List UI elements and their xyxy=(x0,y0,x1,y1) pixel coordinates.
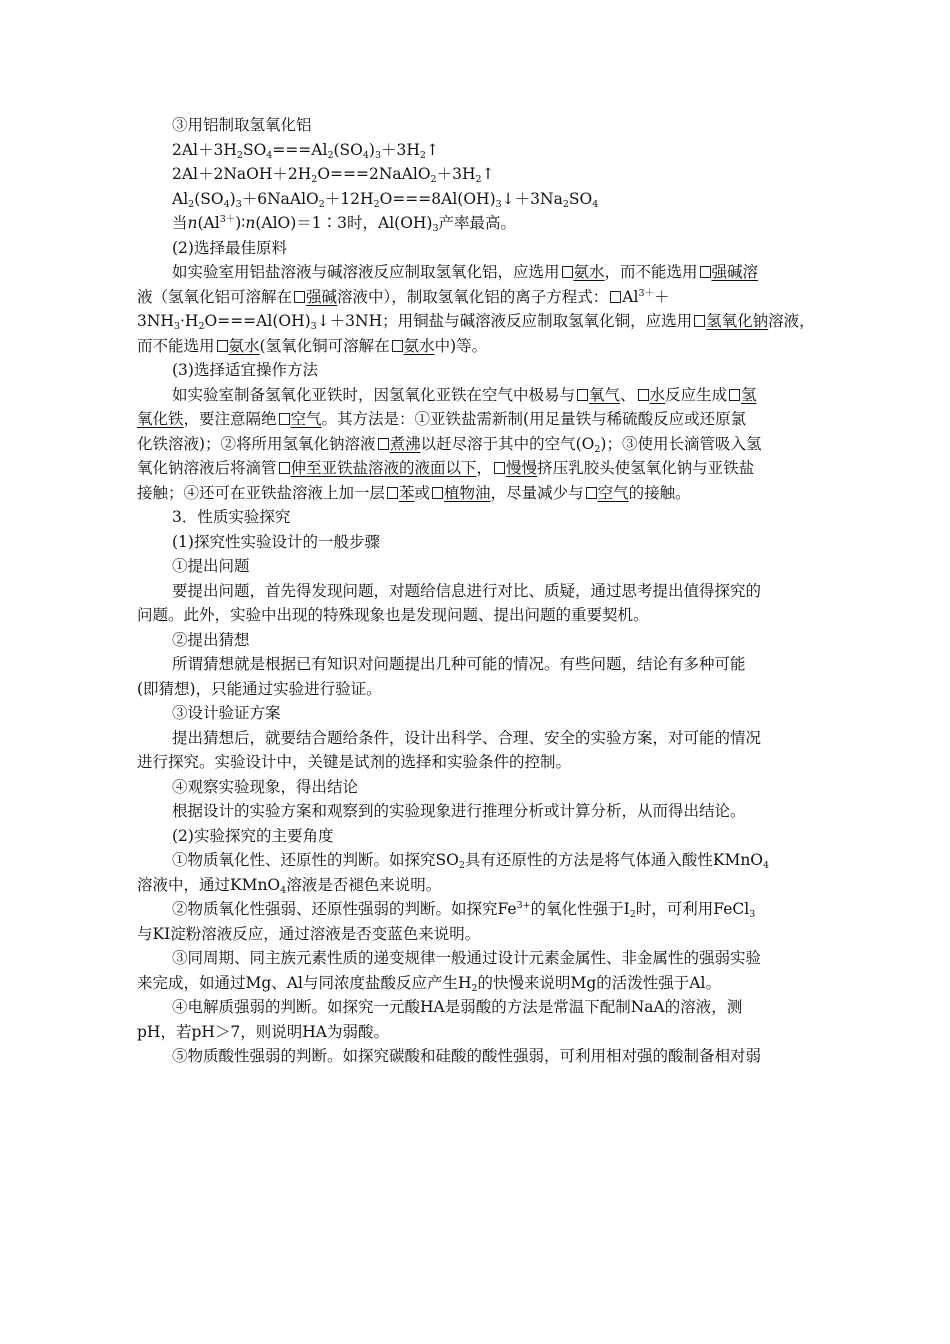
text-line: 根据设计的实验方案和观察到的实验现象进行推理分析或计算分析，从而得出结论。 xyxy=(172,802,746,820)
text-line: 如实验室用铝盐溶液与碱溶液反应制取氢氧化铝，应选用 氨水，而不能选用 强碱溶 xyxy=(172,263,759,281)
text-line: ⑤物质酸性强弱的判断。如探究碳酸和硅酸的酸性强弱，可利用相对强的酸制备相对弱 xyxy=(172,1047,762,1065)
text-line: pH，若pH＞7，则说明HA为弱酸。 xyxy=(137,1022,389,1041)
equation-3: $Al_2(SO_4)_3+6NaAlO_2+12H_2O===8Al(OH)_3↓+3Na_2SO_4$ xyxy=(172,189,599,210)
text-line: 如实验室制备氢氧化亚铁时，因氢氧化亚铁在空气中极易与 氧气、 水反应生成 氢 xyxy=(172,385,757,404)
text-line: 化铁溶液)；②将所用氢氧化钠溶液 煮沸以赶尽溶于其中的空气$(O_2)$；③使用长滴管吸入氢 xyxy=(137,434,762,455)
text-line: ④电解质强弱的判断。如探究一元酸HA是弱酸的方法是常温下配制NaA的溶液，测 xyxy=(172,998,743,1016)
text-line: 问题。此外，实验中出现的特殊现象也是发现问题、提出问题的重要契机。 xyxy=(137,606,649,624)
section-title: (2)实验探究的主要角度 xyxy=(172,826,334,845)
section-title: (3)选择适宜操作方法 xyxy=(172,361,318,379)
equation-1: $2Al+3H_2SO_4===Al_2(SO_4)_3+3H_2↑$ xyxy=(172,140,439,161)
answer-box-icon xyxy=(494,462,505,474)
text-line: 液（氢氧化铝可溶解在 强碱溶液中），制取氢氧化铝的离子方程式： $Al^{3+}+$ xyxy=(137,287,670,306)
text-line: 进行探究。实验设计中，关键是试剂的选择和实验条件的控制。 xyxy=(137,753,572,771)
step-title: ②提出猜想 xyxy=(172,630,250,649)
answer-box-icon xyxy=(610,291,621,303)
text-line: 氧化钠溶液后将滴管 伸至亚铁盐溶液的液面以下， 慢慢挤压乳胶头使氢氧化钠与亚铁盐 xyxy=(137,459,755,477)
step-title: ①提出问题 xyxy=(172,557,250,575)
answer-box-icon xyxy=(279,462,290,474)
text-line: ①物质氧化性、还原性的判断。如探究$SO_2$具有还原性的方法是将气体通入酸性KMnO$_4$ xyxy=(172,851,770,871)
answer-box-icon xyxy=(279,413,290,425)
section-title: (2)选择最佳原料 xyxy=(172,238,287,257)
text-line: 要提出问题，首先得发现问题，对题给信息进行对比、质疑，通过思考提出值得探究的 xyxy=(172,581,762,600)
answer-box-icon xyxy=(378,438,389,450)
section-heading: 3．性质实验探究 xyxy=(172,508,291,526)
text-line: $3NH_3\cdot H_2O===Al(OH)_3↓+3NH$；用铜盐与碱溶液反应制取氢氧化铜，应选用 氢氧化钠溶液， xyxy=(137,312,815,332)
answer-box-icon xyxy=(387,487,398,499)
answer-box-icon xyxy=(562,266,573,278)
text-line: (即猜想)，只能通过实验进行验证。 xyxy=(137,679,382,698)
text-line: 来完成，如通过Mg、Al与同浓度盐酸反应产生$H_2$的快慢来说明Mg的活泼性强于Al。 xyxy=(137,973,721,994)
text-line: ③同周期、同主族元素性质的递变规律一般通过设计元素金属性、非金属性的强弱实验 xyxy=(172,949,762,967)
text-line: 接触；④还可在亚铁盐溶液上加一层 苯或 植物油，尽量减少与 空气的接触。 xyxy=(137,483,691,502)
answer-box-icon xyxy=(392,340,403,352)
answer-box-icon xyxy=(694,315,705,327)
equation-2: $2Al+2NaOH+2H_2O===2NaAlO_2+3H_2↑$ xyxy=(172,165,495,185)
answer-box-icon xyxy=(217,340,228,352)
answer-box-icon xyxy=(586,487,597,499)
section-title: (1)探究性实验设计的一般步骤 xyxy=(172,532,380,551)
text-line: ②物质氧化性强弱、还原性强弱的判断。如探究$Fe^{3+}$的氧化性强于$I_2$时，可利用FeCl$_3$ xyxy=(172,900,756,920)
answer-box-icon xyxy=(432,487,443,499)
text-line: 氧化铁，要注意隔绝 空气。其方法是：①亚铁盐需新制(用足量铁与稀硫酸反应或还原氯 xyxy=(137,410,747,428)
text-line: 提出猜想后，就要结合题给条件，设计出科学、合理、安全的实验方案，对可能的情况 xyxy=(172,728,762,747)
answer-box-icon xyxy=(729,389,740,401)
text-line: 与KI淀粉溶液反应，通过溶液是否变蓝色来说明。 xyxy=(137,924,481,943)
answer-box-icon xyxy=(638,389,649,401)
step-title: ③设计验证方案 xyxy=(172,704,281,722)
text-line: 而不能选用 氨水(氢氧化铜可溶解在 氨水中)等。 xyxy=(137,336,488,355)
ratio-line: 当$n(Al^{3+})∶n(AlO)=1∶3$时，$Al(OH)_3$产率最高。 xyxy=(172,214,517,234)
text-line: 溶液中，通过KMnO$_4$溶液是否褪色来说明。 xyxy=(137,875,442,896)
text-line: 所谓猜想就是根据已有知识对问题提出几种可能的情况。有些问题，结论有多种可能 xyxy=(172,655,746,673)
paragraph-operation-method xyxy=(137,383,817,506)
paragraph-raw-materials xyxy=(137,260,817,358)
answer-box-icon xyxy=(700,266,711,278)
answer-box-icon xyxy=(294,291,305,303)
answer-box-icon xyxy=(577,389,588,401)
step-title: ④观察实验现象，得出结论 xyxy=(172,777,359,796)
section-title: ③用铝制取氢氧化铝 xyxy=(172,116,312,134)
document-page xyxy=(137,113,817,1069)
